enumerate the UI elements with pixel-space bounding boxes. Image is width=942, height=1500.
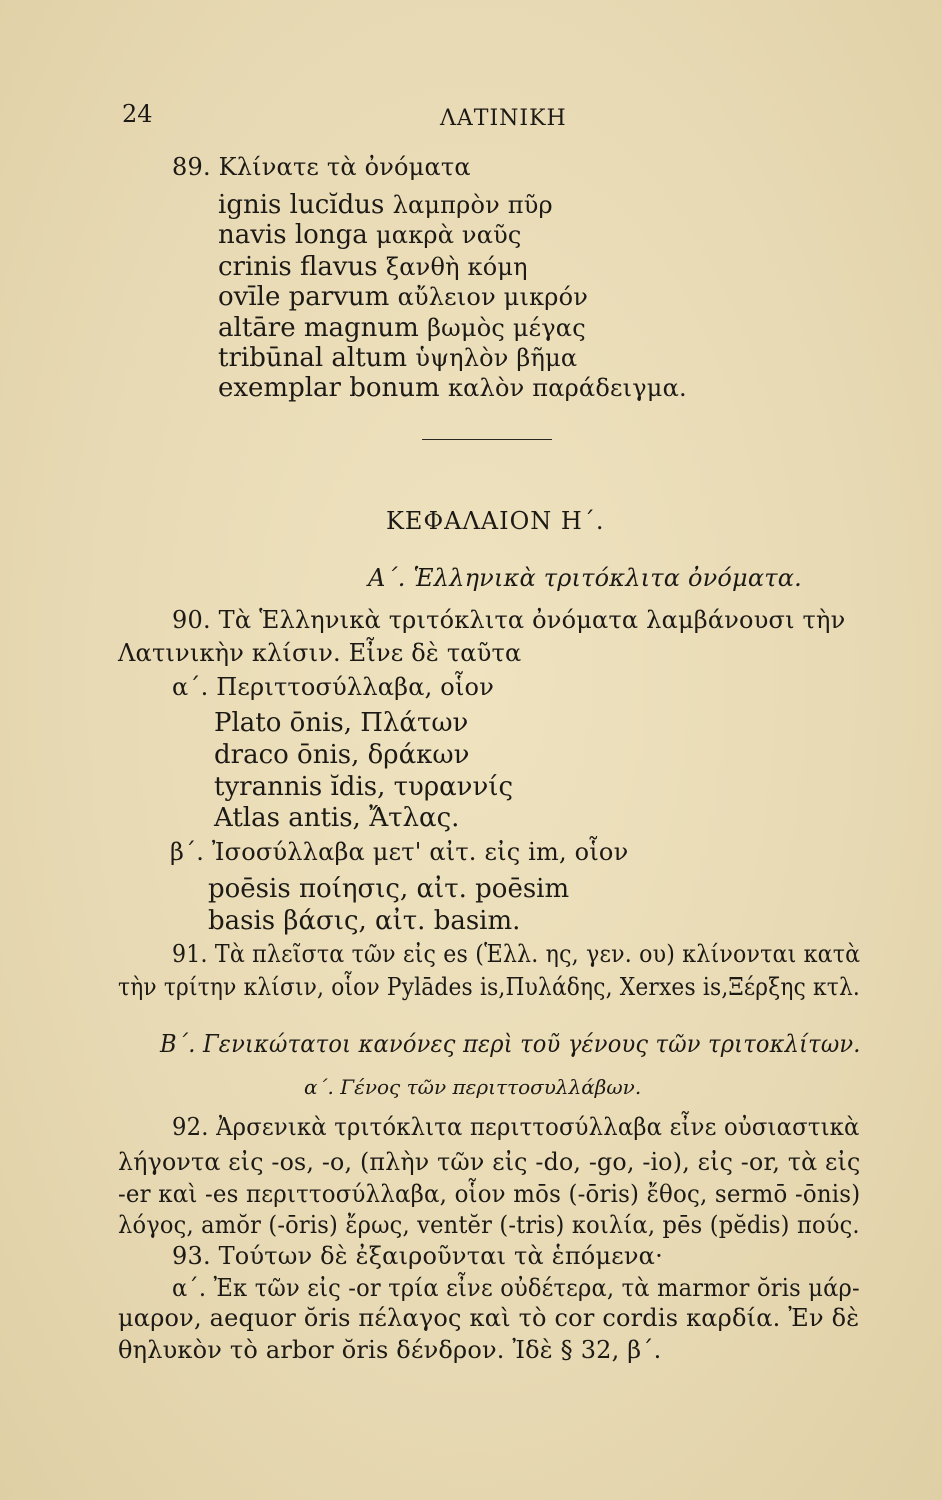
latin-term: exemplar bonum [218, 373, 440, 403]
s93-line2: α΄. Ἐκ τῶν εἰς -or τρία εἶνε οὐδέτερα, τὰ marmor ŏris μάρ- [172, 1274, 860, 1302]
page-number: 24 [122, 100, 153, 128]
chapter-title: ΚΕΦΑΛΑΙΟΝ Η΄. [386, 507, 605, 535]
s90-alpha-item: Atlas antis, Ἄτλας. [214, 803, 460, 833]
greek-term: βωμὸς μέγας [427, 314, 586, 342]
s89-pair [218, 190, 553, 220]
s90-alpha-item: draco ōnis, δράκων [214, 740, 470, 770]
s92-line3: -er καὶ -es περιττοσύλλαβα, οἷον mōs (-ōris) ἔθος, sermō -ōnis) [118, 1180, 861, 1208]
s89-pair [218, 343, 577, 373]
section-a-heading: Α΄. Ἑλληνικὰ τριτόκλιτα ὀνόματα. [368, 564, 802, 592]
s89-pair [218, 313, 586, 343]
s90-line2: Λατινικὴν κλίσιν. Εἶνε δὲ ταῦτα [118, 639, 522, 667]
s90-beta-item: poēsis ποίησις, αἰτ. poēsim [208, 874, 570, 904]
section-divider [422, 439, 552, 440]
latin-term: crinis flavus [218, 252, 378, 282]
greek-term: μακρὰ ναῦς [375, 221, 522, 249]
greek-term: λαμπρὸν πῦρ [392, 191, 553, 219]
s90-line1 [172, 606, 845, 634]
latin-term: ovīle parvum [218, 282, 390, 312]
s93-line4: θηλυκὸν τὸ arbor ŏris δένδρον. Ἰδὲ § 32, β΄. [118, 1336, 662, 1364]
s91-line1: 91. Τὰ πλεῖστα τῶν εἰς es (Ἑλλ. ης, γεν. ου) κλίνονται κατὰ [172, 940, 861, 968]
s90-number: 90. [172, 606, 211, 634]
s90-beta-item: basis βάσις, αἰτ. basim. [208, 906, 521, 936]
s93-line3: μαρον, aequor ŏris πέλαγος καὶ τὸ cor cordis καρδία. Ἐν δὲ [118, 1304, 860, 1332]
s90-alpha-item: tyrannis ĭdis, τυραννίς [214, 772, 514, 802]
s89-title: 89. Κλίνατε τὰ ὀνόματα [172, 153, 471, 181]
s89-pair [218, 252, 528, 282]
s93-line1: 93. Τούτων δὲ ἐξαιροῦνται τὰ ἑπόμενα· [172, 1242, 663, 1270]
latin-term: altāre magnum [218, 313, 419, 343]
s90-alpha-item: Plato ōnis, Πλάτων [214, 708, 469, 738]
section-b-heading: Β΄. Γενικώτατοι κανόνες περὶ τοῦ γένους τῶν τριτοκλίτων. [160, 1030, 861, 1058]
s89-pair [218, 220, 522, 250]
latin-term: tribūnal altum [218, 343, 408, 373]
s90-alpha-label: α΄. Περιττοσύλλαβα, οἷον [172, 673, 494, 701]
latin-term: navis longa [218, 220, 368, 250]
latin-term: ignis lucĭdus [218, 190, 385, 220]
s92-line1: 92. Ἀρσενικὰ τριτόκλιτα περιττοσύλλαβα εἶνε οὐσιαστικὰ [172, 1113, 860, 1141]
s89-pair [218, 282, 588, 312]
s92-line2: λήγοντα εἰς -os, -o, (πλὴν τῶν εἰς -do, -go, -io), εἰς -or, τὰ εἰς [118, 1148, 861, 1176]
s89-pair [218, 373, 687, 403]
s92-line4: λόγος, amŏr (-ōris) ἔρως, ventĕr (-tris) κοιλία, pēs (pĕdis) πούς. [118, 1211, 860, 1239]
greek-term: αὔλειον μικρόν [397, 283, 589, 311]
greek-term: ὑψηλὸν βῆμα [415, 344, 578, 372]
s90-text: Τὰ Ἑλληνικὰ τριτόκλιτα ὀνόματα λαμβάνουσι τὴν [218, 606, 846, 634]
s91-line2: τὴν τρίτην κλίσιν, οἷον Pylādes is,Πυλάδης, Xerxes is,Ξέρξης κτλ. [118, 973, 861, 1001]
greek-term: ξανθὴ κόμη [385, 253, 528, 281]
subsection-a-heading: α΄. Γένος τῶν περιττοσυλλάβων. [304, 1075, 642, 1099]
greek-term: καλὸν παράδειγμα. [447, 374, 687, 402]
s90-beta-label: β΄. Ἰσοσύλλαβα μετ' αἰτ. εἰς im, οἷον [170, 838, 629, 866]
running-title: ΛΑΤΙΝΙΚΗ [440, 106, 567, 131]
